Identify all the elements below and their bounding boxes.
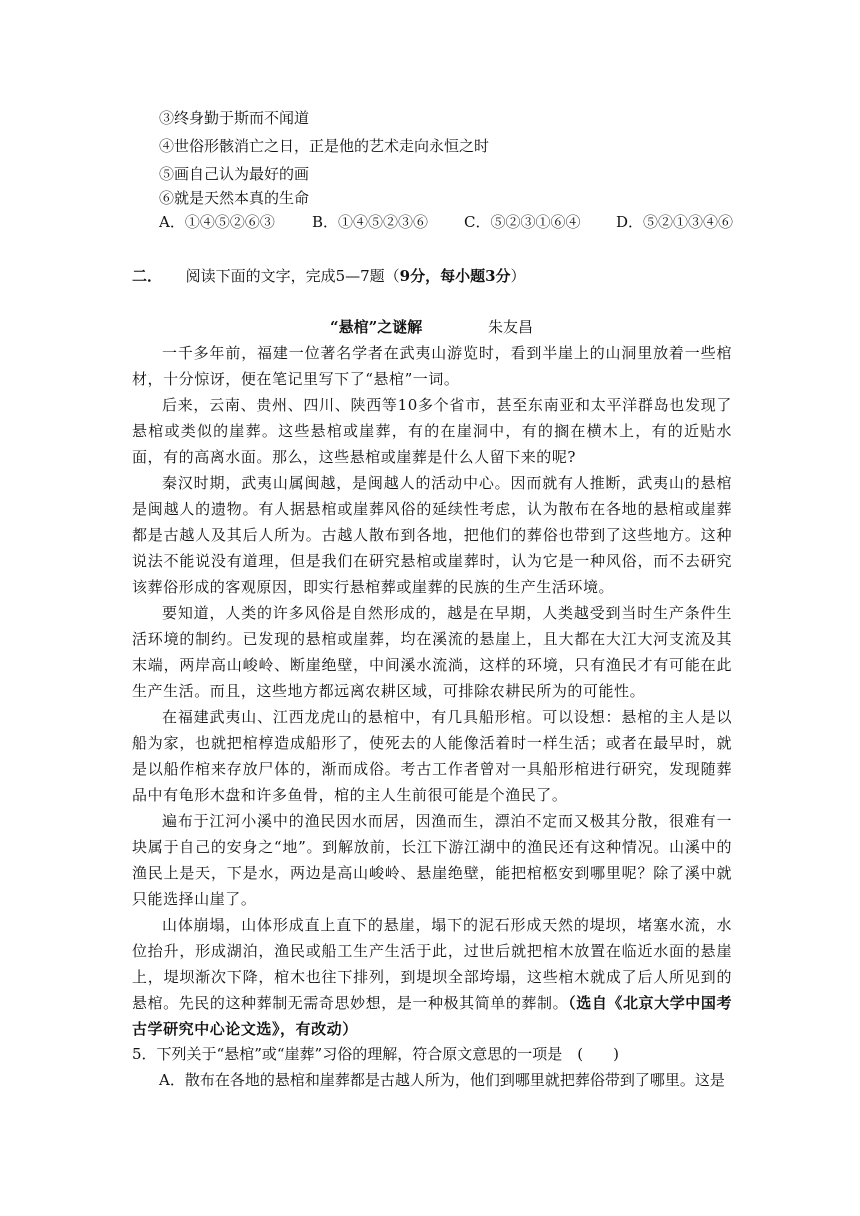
section-number: 二． [132,267,163,285]
article-paragraph-5: 在福建武夷山、江西龙虎山的悬棺中，有几具船形棺。可以设想：悬棺的主人是以船为家，也就把棺椁造成船形了，使死去的人能像活着时一样生活；或者在最早时，就是以船作棺来存放尸体的，渐而成俗。考古工作者曾对一具船形棺进行研究，发现随葬品中有龟形木盘和许多鱼骨，棺的主人生前很可能是个渔民了。 [132,708,732,804]
article-paragraph-4: 要知道，人类的许多风俗是自然形成的，越是在早期，人类越受到当时生产条件生活环境的制约。已发现的悬棺或崖葬，均在溪流的悬崖上，且大都在大江大河支流及其末端，两岸高山峻岭、断崖绝壁，中间溪水流淌，这样的环境，只有渔民才有可能在此生产生活。而且，这些地方都远离农耕区域，可排除农耕民所为的可能性。 [132,604,732,700]
question-5-stem: 5．下列关于“悬棺”或“崖葬”习俗的理解，符合原文意思的一项是 ( ) [132,1045,619,1063]
article-paragraph-3: 秦汉时期，武夷山属闽越，是闽越人的活动中心。因而就有人推断，武夷山的悬棺是闽越人的遗物。有人据悬棺或崖葬风俗的延续性考虑，认为散布在各地的悬棺或崖葬都是古越人及其后人所为。古越人散布到各地，把他们的葬俗也带到了这些地方。这种说法不能说没有道理，但是我们在研究悬棺或崖葬时，认为它是一种风俗，而不去研究该葬俗形成的客观原因，即实行悬棺葬或崖葬的民族的生产生活环境。 [132,474,732,596]
section-instruction: 阅读下面的文字，完成5—7题（ [185,267,400,285]
option-b: B．①④⑤②③⑥ [312,213,429,231]
list-item-4: ④世俗形骸消亡之日，正是他的艺术走向永恒之时 [159,137,490,155]
option-a: A．①④⑤②⑥③ [159,213,275,231]
list-item-3: ③终身勤于斯而不闻道 [159,109,310,127]
article-paragraph-7 [132,912,732,1042]
section-close: ） [510,267,526,285]
article-paragraph-1: 一千多年前，福建一位著名学者在武夷山游览时，看到半崖上的山洞里放着一些棺材，十分惊讶，便在笔记里写下了“悬棺”一词。 [132,344,732,388]
article-title: “悬棺”之谜解 [330,318,423,336]
paragraph-7-text: 山体崩塌，山体形成直上直下的悬崖，塌下的泥石形成天然的堤坝，堵塞水流，水位抬升，形成湖泊，渔民或船工生产生活于此，过世后就把棺木放置在临近水面的悬崖上，堤坝渐次下降，棺木也往下排列，到堤坝全部垮塌，这些棺木就成了后人所见到的悬棺。先民的这种葬制无需奇思妙想，是一种极其简单的葬制。 [132,916,732,1012]
section-score: 9分，每小题3分 [399,267,511,285]
section-heading [132,266,526,286]
question-5-option-a: A．散布在各地的悬棺和崖葬都是古越人所为，他们到哪里就把葬俗带到了哪里。这是 [159,1071,725,1089]
article-source: （选自《北京大学中国考古学研究中心论文选》，有改动） [132,994,732,1038]
option-d: D．⑤②①③④⑥ [616,213,734,231]
article-paragraph-6: 遍布于江河小溪中的渔民因水而居，因渔而生，漂泊不定而又极其分散，很难有一块属于自己的安身之“地”。到解放前，长江下游江湖中的渔民还有这种情况。山溪中的渔民上是天，下是水，两边是高山峻岭、悬崖绝壁，能把棺柩安到哪里呢？除了溪中就只能选择山崖了。 [132,812,732,908]
list-item-6: ⑥就是天然本真的生命 [159,189,310,207]
article-paragraph-2: 后来，云南、贵州、四川、陕西等10多个省市，甚至东南亚和太平洋群岛也发现了悬棺或类似的崖葬。这些悬棺或崖葬，有的在崖洞中，有的搁在横木上，有的近贴水面，有的高离水面。那么，这些悬棺或崖葬是什么人留下来的呢? [132,396,732,466]
article-author: 朱友昌 [488,318,534,336]
option-c: C．⑤②③①⑥④ [464,213,581,231]
list-item-5: ⑤画自己认为最好的画 [159,165,310,183]
